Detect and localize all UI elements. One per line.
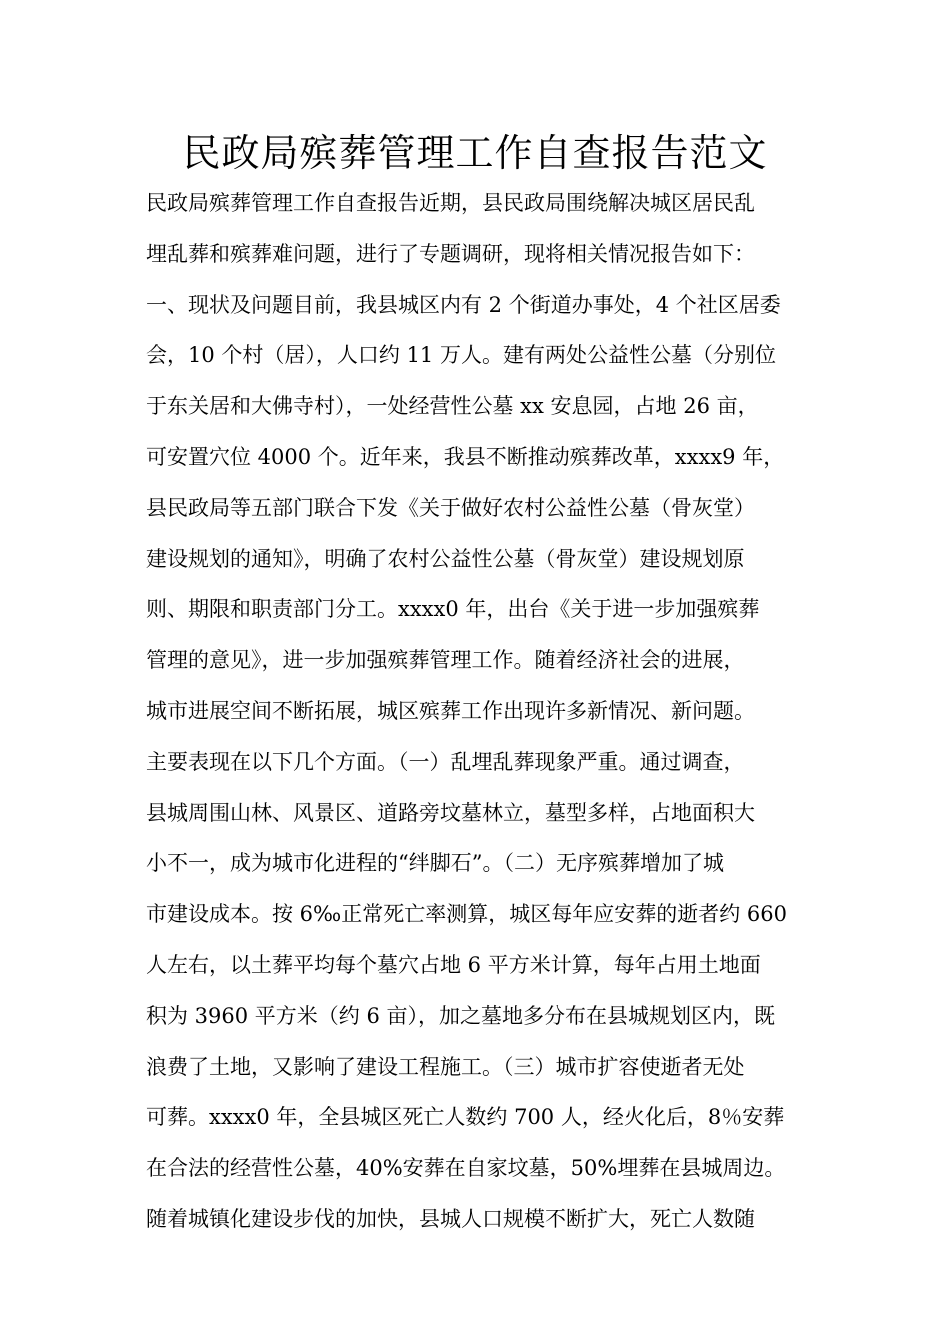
body-line: 市建设成本。按 6‰正常死亡率测算，城区每年应安葬的逝者约 660 (146, 902, 787, 927)
body-line: 埋乱葬和殡葬难问题，进行了专题调研，现将相关情况报告如下： (146, 241, 755, 266)
body-line: 人左右，以土葬平均每个墓穴占地 6 平方米计算，每年占用土地面 (146, 952, 761, 977)
body-line: 县城周围山林、风景区、道路旁坟墓林立，墓型多样，占地面积大 (146, 800, 755, 825)
body-line: 主要表现在以下几个方面。（一）乱埋乱葬现象严重。通过调查， (146, 749, 745, 774)
body-line: 城市进展空间不断拓展，城区殡葬工作出现许多新情况、新问题。 (146, 698, 755, 723)
body-line: 则、期限和职责部门分工。xxxx0 年，出台《关于进一步加强殡葬 (146, 597, 760, 622)
body-line: 建设规划的通知》，明确了农村公益性公墓（骨灰堂）建设规划原 (146, 546, 745, 571)
body-line: 可安置穴位 4000 个。近年来，我县不断推动殡葬改革，xxxx9 年， (146, 444, 785, 469)
body-line: 管理的意见》，进一步加强殡葬管理工作。随着经济社会的进展， (146, 648, 745, 673)
body-line: 于东关居和大佛寺村），一处经营性公墓 xx 安息园，占地 26 亩， (146, 394, 759, 419)
body-line: 会，10 个村（居），人口约 11 万人。建有两处公益性公墓（分别位 (146, 343, 776, 368)
body-line: 县民政局等五部门联合下发《关于做好农村公益性公墓（骨灰堂） (146, 495, 755, 520)
body-line: 一、现状及问题目前，我县城区内有 2 个街道办事处，4 个社区居委 (146, 292, 781, 317)
body-line: 随着城镇化建设步伐的加快，县城人口规模不断扩大，死亡人数随 (146, 1206, 755, 1231)
body-line: 民政局殡葬管理工作自查报告近期，县民政局围绕解决城区居民乱 (146, 191, 755, 215)
document-body (146, 183, 816, 1250)
body-line: 小不一，成为城市化进程的“绊脚石”。（二）无序殡葬增加了城 (146, 851, 724, 876)
body-line: 在合法的经营性公墓，40%安葬在自家坟墓，50%埋葬在县城周边。 (146, 1156, 786, 1181)
document-title: 民政局殡葬管理工作自查报告范文 (182, 131, 768, 175)
body-line: 可葬。xxxx0 年，全县城区死亡人数约 700 人，经火化后，8％安葬 (146, 1105, 785, 1130)
body-line: 积为 3960 平方米（约 6 亩），加之墓地多分布在县城规划区内，既 (146, 1003, 776, 1028)
body-line: 浪费了土地，又影响了建设工程施工。（三）城市扩容使逝者无处 (146, 1054, 745, 1079)
